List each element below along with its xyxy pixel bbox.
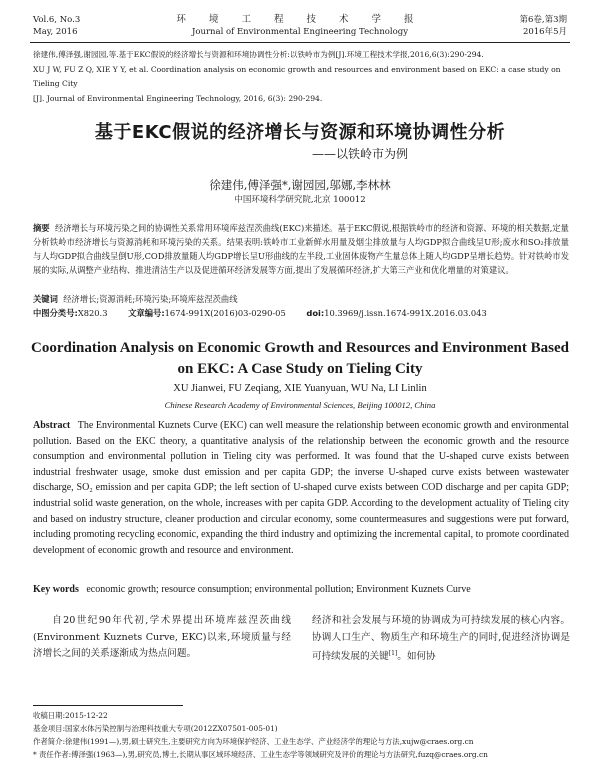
doi-label: doi: [306,308,325,318]
journal-name-en: Journal of Environmental Engineering Technology [191,27,409,37]
header-volume-issue: Vol.6, No.3 [33,15,81,25]
keywords-en-text: economic growth; resource consumption; environmental pollution; Environment Kuznets Curve [86,584,471,595]
paper-title-en: Coordination Analysis on Economic Growth and Resources and Environment Based on EKC: A Case Study on Tieling City [30,340,569,377]
keywords-cn [33,293,569,305]
body-column-left [33,613,291,663]
header-divider [30,42,570,43]
citation-en-line2: [J]. Journal of Environmental Engineering Technology, 2016, 6(3): 290-294. [33,93,323,103]
header-issue-number-cn: 第6卷,第3期 [519,15,567,25]
body-paragraph: 自20世纪90年代初,学术界提出环境库兹涅茨曲线(Environment Kuznets Curve, EKC)以来,环境质量与经济增长之间的关系逐渐成为热点问题。 [33,615,291,659]
abstract-en-text: The Environmental Kuznets Curve (EKC) can well measure the relationship between economic growth and environmental pollution. Based on the EKC theory, a quantitative analysis of the relationship between the economic growth and the resource consumption and environmental pollution in Tieling city was performed. It was found that the U-shaped curve exists between industrial freshwater usage, smoke dust emission and per capita GDP; the inverse U-shaped curve exists between wastewater discharge, SO₂ emission and per capita GDP; the left section of U-shaped curve exists between COD discharge and per capita GDP; industrial solid waste generation, on the whole, increases with per capita GDP. According to the development actuality of Tieling city and based on industry structure, cleaner production and circular economy, some countermeasures and suggestions were put forward, including promoting recycling economic, expanding the third industry and optimizing the incremental capital, to promote coordinated development of economic growth and resource and environment. [33,420,569,556]
footnote-fund: 基金项目:国家水体污染控制与治理科技重大专项(2012ZX07501-005-01) [33,724,278,733]
footnote-corresponding: * 责任作者:傅泽强(1963—),男,研究员,博士,长期从事区域环境经济、工业生态学等领域研究及评价的理论与方法研究,fuzq@craes.org.cn [33,750,488,759]
keywords-en-label: Key words [33,584,79,595]
abstract-cn-label: 摘要 [33,223,50,233]
header-volume [33,14,80,38]
header-issue-cn [519,14,567,38]
citation-block [33,48,569,106]
body-right-tail: 。如何协 [397,651,436,663]
footnote-received: 收稿日期:2015-12-22 [33,711,108,720]
clc-label: 中图分类号: [33,308,78,318]
keywords-en [33,584,569,595]
paper-subtitle-cn: ——以铁岭市为例 [311,147,408,161]
affiliation-cn: 中国环境科学研究院,北京 100012 [234,195,366,205]
footnote-author: 作者简介:徐建伟(1991—),男,硕士研究生,主要研究方向为环境保护经济、工业生态学、产业经济学的理论与方法,xujw@craes.org.cn [33,737,474,746]
footnote-divider [33,705,183,706]
affiliation-en: Chinese Research Academy of Environmental Sciences, Beijing 100012, China [164,400,436,410]
citation-en-line1: XU J W, FU Z Q, XIE Y Y, et al. Coordination analysis on economic growth and resources and environment based on EKC: a case study on Tieling City [33,64,561,88]
article-id: 1674-991X(2016)03-0290-05 [164,308,286,318]
article-id-label: 文章编号: [128,308,165,318]
abstract-cn [33,221,569,277]
doi-link[interactable]: 10.3969/j.issn.1674-991X.2016.03.043 [324,308,487,318]
citation-cn: 徐建伟,傅泽强,谢园园,等.基于EKC假说的经济增长与资源和环境协调性分析:以铁岭市为例[J].环境工程技术学报,2016,6(3):290-294. [33,50,484,59]
journal-name-cn: 环 境 工 程 技 术 学 报 [176,14,424,25]
journal-name [150,14,450,38]
classification-meta [33,307,569,319]
keywords-cn-text: 经济增长;资源消耗;环境污染;环境库兹涅茨曲线 [63,294,238,304]
abstract-en [33,418,569,558]
authors-cn: 徐建伟,傅泽强*,谢园园,邬娜,李林林 [209,178,391,192]
header-date-en: May, 2016 [33,27,78,37]
clc-number: X820.3 [77,308,108,318]
keywords-cn-label: 关键词 [33,294,58,304]
reference-marker[interactable]: [1] [388,650,398,657]
authors-en: XU Jianwei, FU Zeqiang, XIE Yuanyuan, WU Na, LI Linlin [173,383,427,394]
header-date-cn: 2016年5月 [522,27,567,37]
body-paragraph-continued [312,613,570,666]
body-right-text: 经济和社会发展与环境的协调成为可持续发展的核心内容。协调人口生产、物质生产和环境生产的同时,促进经济协调是可持续发展的关键 [312,615,570,663]
body-column-right [312,613,570,666]
abstract-cn-text: 经济增长与环境污染之间的协调性关系常用环境库兹涅茨曲线(EKC)来描述。基于EKC假说,根据铁岭市的经济和资源、环境的相关数据,定量分析铁岭市经济增长与资源消耗和环境污染的关系。结果表明:铁岭市工业新鲜水用量及烟尘排放量与人均GDP拟合曲线呈U形;废水和SO₂排放量与人均GDP拟合曲线呈倒U形,COD排放量随人均GDP增长呈U形曲线的左半段,工业固体废物产生量总体上随人均GDP呈增长趋势。针对铁岭市发展的实际,从调整产业结构、推进清洁生产以及促进循环经济发展等方面,提出了发展循环经济,扩大第三产业和优化增量的对策建议。 [33,223,569,275]
footnotes [33,709,573,761]
abstract-en-label: Abstract [33,420,71,431]
paper-title-cn: 基于EKC假说的经济增长与资源和环境协调性分析 [94,122,506,143]
